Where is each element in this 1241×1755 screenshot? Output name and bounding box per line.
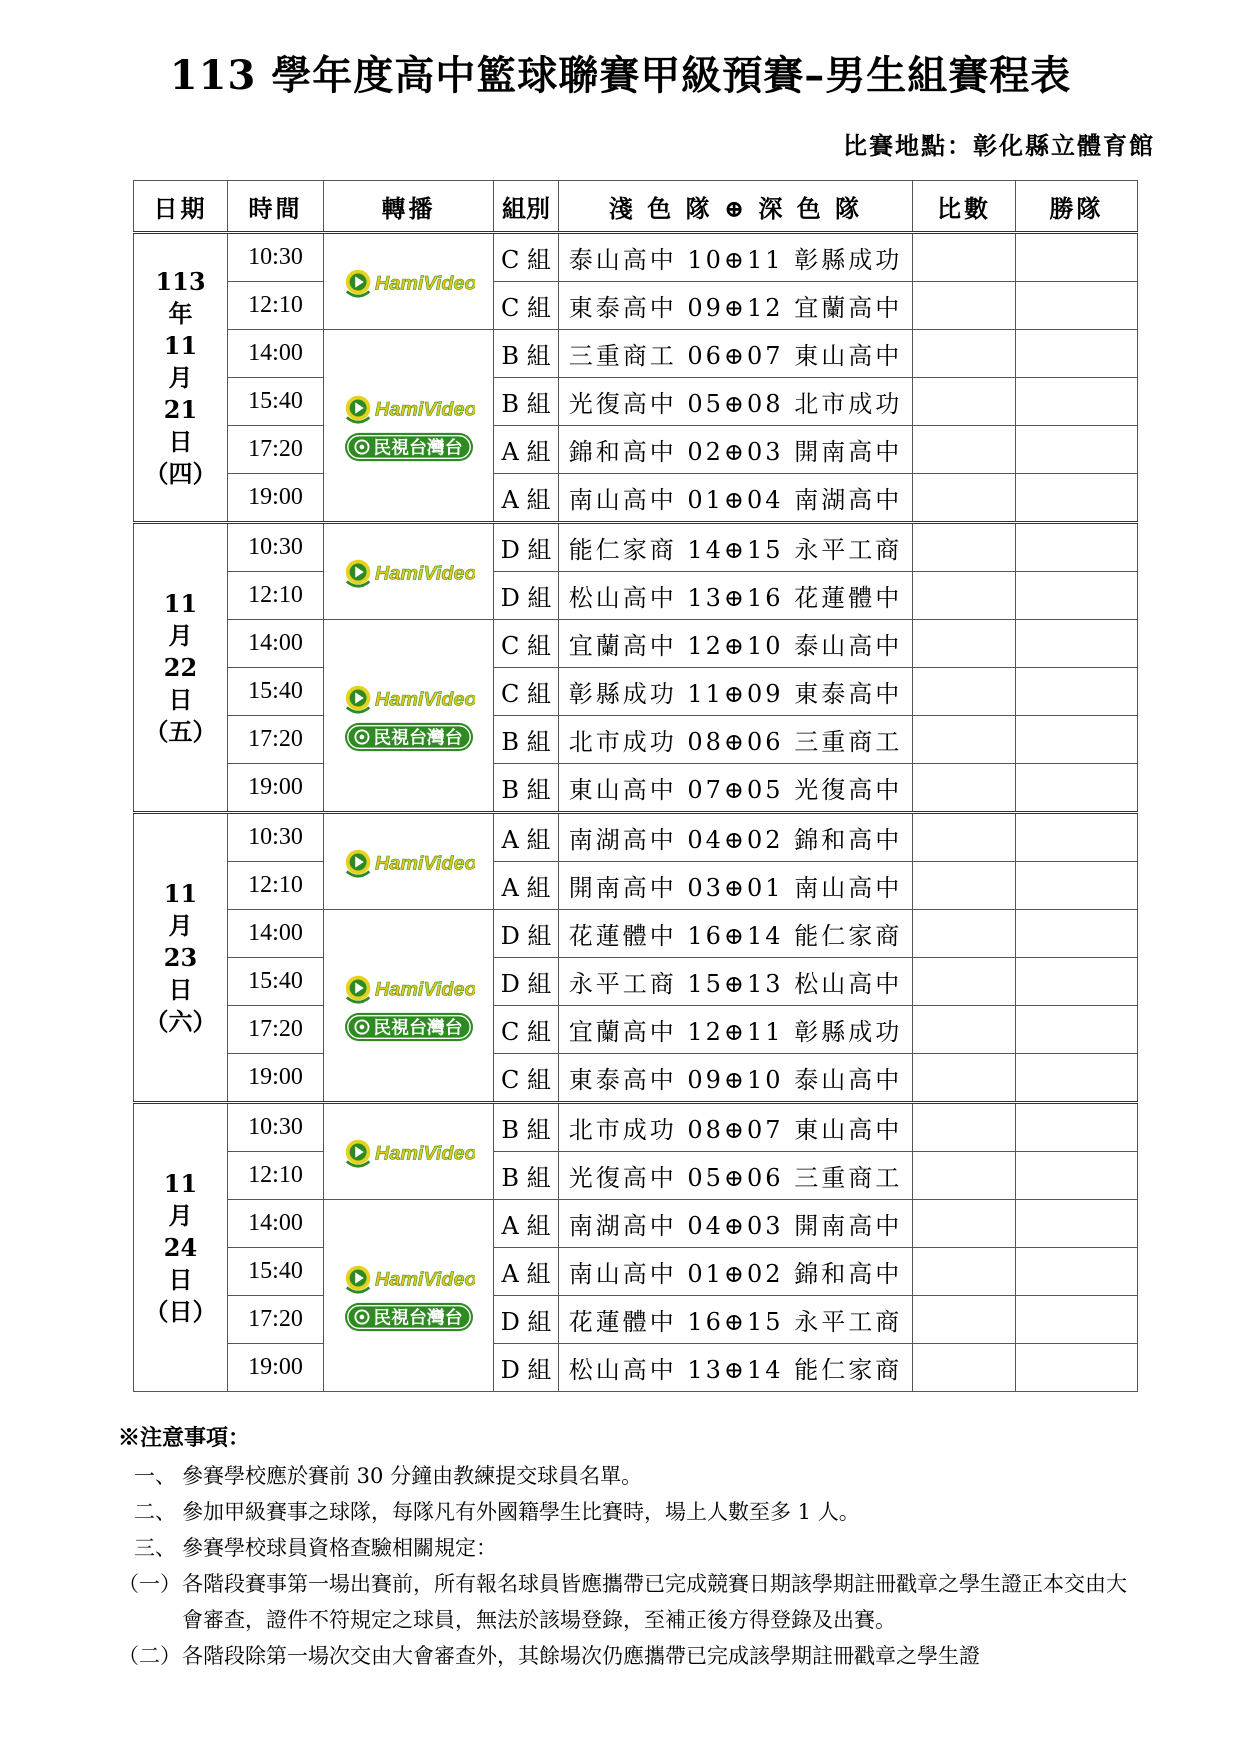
group-cell: D 組 <box>494 523 559 572</box>
group-cell: C 組 <box>494 233 559 282</box>
group-cell: B 組 <box>494 330 559 378</box>
date-line: 22 <box>163 652 198 682</box>
time-cell: 14:00 <box>228 620 324 668</box>
date-line: 11 <box>163 330 198 360</box>
match-cell: 能仁家商 14⊕15 永平工商 <box>559 523 913 572</box>
winner-cell[interactable] <box>1016 668 1138 716</box>
score-cell[interactable] <box>913 620 1016 668</box>
winner-cell[interactable] <box>1016 862 1138 910</box>
table-row <box>134 668 1138 716</box>
header-match: 淺 色 隊 ⊕ 深 色 隊 <box>559 181 913 233</box>
time-cell: 10:30 <box>228 233 324 282</box>
table-row <box>134 813 1138 862</box>
time-cell: 12:10 <box>228 862 324 910</box>
time-cell: 19:00 <box>228 1054 324 1103</box>
ftv-taiwan-logo-icon <box>343 1301 475 1333</box>
header-row <box>134 181 1138 233</box>
time-cell: 15:40 <box>228 378 324 426</box>
winner-cell[interactable] <box>1016 1006 1138 1054</box>
notes-section <box>118 1420 1158 1674</box>
score-cell[interactable] <box>913 813 1016 862</box>
broadcast-cell <box>324 233 494 330</box>
score-cell[interactable] <box>913 910 1016 958</box>
table-row <box>134 716 1138 764</box>
match-cell: 東泰高中 09⊕12 宜蘭高中 <box>559 282 913 330</box>
score-cell[interactable] <box>913 1248 1016 1296</box>
broadcast-cell <box>324 620 494 813</box>
date-line: 11 <box>163 588 198 618</box>
table-row <box>134 1103 1138 1152</box>
table-row <box>134 1296 1138 1344</box>
winner-cell[interactable] <box>1016 910 1138 958</box>
hamivideo-logo-icon <box>343 553 475 591</box>
match-cell: 東泰高中 09⊕10 泰山高中 <box>559 1054 913 1103</box>
score-cell[interactable] <box>913 378 1016 426</box>
winner-cell[interactable] <box>1016 1054 1138 1103</box>
group-cell: A 組 <box>494 1200 559 1248</box>
table-row <box>134 910 1138 958</box>
group-cell: A 組 <box>494 862 559 910</box>
table-row <box>134 620 1138 668</box>
score-cell[interactable] <box>913 716 1016 764</box>
time-cell: 10:30 <box>228 523 324 572</box>
hamivideo-logo-icon <box>343 969 475 1007</box>
broadcast-cell <box>324 330 494 523</box>
table-row <box>134 1054 1138 1103</box>
time-cell: 14:00 <box>228 910 324 958</box>
winner-cell[interactable] <box>1016 1103 1138 1152</box>
match-cell: 光復高中 05⊕06 三重商工 <box>559 1152 913 1200</box>
score-cell[interactable] <box>913 1054 1016 1103</box>
winner-cell[interactable] <box>1016 474 1138 523</box>
date-line: 113 <box>155 266 206 296</box>
note-number: 二、 <box>134 1500 176 1524</box>
score-cell[interactable] <box>913 474 1016 523</box>
score-cell[interactable] <box>913 426 1016 474</box>
time-cell: 19:00 <box>228 474 324 523</box>
group-cell: C 組 <box>494 282 559 330</box>
date-line: 日 <box>168 684 193 714</box>
time-cell: 15:40 <box>228 668 324 716</box>
winner-cell[interactable] <box>1016 764 1138 813</box>
time-cell: 19:00 <box>228 764 324 813</box>
notes-heading: ※注意事項： <box>118 1425 251 1451</box>
table-row <box>134 426 1138 474</box>
date-line: 日 <box>168 1264 193 1294</box>
date-line: 24 <box>163 1232 198 1262</box>
group-cell: D 組 <box>494 958 559 1006</box>
note-text: 各階段賽事第一場出賽前，所有報名球員皆應攜帶已完成競賽日期該學期註冊戳章之學生證正本交由大會審查，證件不符規定之球員，無法於該場登錄，至補正後方得登錄及出賽。 <box>182 1572 1127 1632</box>
date-line: （五） <box>144 716 217 746</box>
score-cell[interactable] <box>913 330 1016 378</box>
match-cell: 開南高中 03⊕01 南山高中 <box>559 862 913 910</box>
winner-cell[interactable] <box>1016 958 1138 1006</box>
group-cell: C 組 <box>494 1006 559 1054</box>
match-cell: 三重商工 06⊕07 東山高中 <box>559 330 913 378</box>
time-cell: 12:10 <box>228 282 324 330</box>
date-cell <box>134 523 228 813</box>
broadcast-cell <box>324 813 494 910</box>
winner-cell[interactable] <box>1016 233 1138 282</box>
score-cell[interactable] <box>913 233 1016 282</box>
winner-cell[interactable] <box>1016 378 1138 426</box>
hamivideo-logo-icon <box>343 843 475 881</box>
score-cell[interactable] <box>913 1200 1016 1248</box>
table-row <box>134 1344 1138 1392</box>
winner-cell[interactable] <box>1016 330 1138 378</box>
note-item <box>118 1530 1158 1566</box>
time-cell: 12:10 <box>228 1152 324 1200</box>
table-row <box>134 282 1138 330</box>
broadcast-cell <box>324 523 494 620</box>
group-cell: A 組 <box>494 474 559 523</box>
hamivideo-logo-icon <box>343 1133 475 1171</box>
score-cell[interactable] <box>913 523 1016 572</box>
group-cell: B 組 <box>494 1152 559 1200</box>
date-cell <box>134 813 228 1103</box>
score-cell[interactable] <box>913 1103 1016 1152</box>
date-line: 月 <box>168 620 193 650</box>
score-cell[interactable] <box>913 1006 1016 1054</box>
score-cell[interactable] <box>913 572 1016 620</box>
match-cell: 南山高中 01⊕04 南湖高中 <box>559 474 913 523</box>
note-text: 參賽學校應於賽前 30 分鐘由教練提交球員名單。 <box>182 1464 643 1488</box>
header-winner: 勝隊 <box>1016 181 1138 233</box>
date-line: 21 <box>163 394 198 424</box>
broadcast-cell <box>324 910 494 1103</box>
ftv-taiwan-logo-icon <box>343 1011 475 1043</box>
note-item <box>118 1494 1158 1530</box>
date-line: 23 <box>163 942 198 972</box>
hamivideo-logo-icon <box>343 389 475 427</box>
schedule-table <box>133 180 1138 1392</box>
table-row <box>134 378 1138 426</box>
date-cell <box>134 1103 228 1392</box>
ftv-taiwan-logo-icon <box>343 721 475 753</box>
winner-cell[interactable] <box>1016 572 1138 620</box>
winner-cell[interactable] <box>1016 426 1138 474</box>
header-score: 比數 <box>913 181 1016 233</box>
date-line: 月 <box>168 1200 193 1230</box>
time-cell: 17:20 <box>228 1296 324 1344</box>
broadcast-cell <box>324 1200 494 1392</box>
table-row <box>134 1152 1138 1200</box>
match-cell: 東山高中 07⊕05 光復高中 <box>559 764 913 813</box>
score-cell[interactable] <box>913 282 1016 330</box>
match-cell: 花蓮體中 16⊕15 永平工商 <box>559 1296 913 1344</box>
match-cell: 北市成功 08⊕07 東山高中 <box>559 1103 913 1152</box>
score-cell[interactable] <box>913 1152 1016 1200</box>
table-row <box>134 764 1138 813</box>
group-cell: B 組 <box>494 378 559 426</box>
date-line: 月 <box>168 910 193 940</box>
match-cell: 松山高中 13⊕16 花蓮體中 <box>559 572 913 620</box>
table-row <box>134 862 1138 910</box>
date-line: 日 <box>168 426 193 456</box>
time-cell: 17:20 <box>228 716 324 764</box>
header-broadcast: 轉播 <box>324 181 494 233</box>
score-cell[interactable] <box>913 1344 1016 1392</box>
winner-cell[interactable] <box>1016 716 1138 764</box>
match-cell: 泰山高中 10⊕11 彰縣成功 <box>559 233 913 282</box>
table-row <box>134 1248 1138 1296</box>
winner-cell[interactable] <box>1016 1152 1138 1200</box>
time-cell: 19:00 <box>228 1344 324 1392</box>
score-cell[interactable] <box>913 958 1016 1006</box>
table-row <box>134 958 1138 1006</box>
date-line: 年 <box>168 298 193 328</box>
date-line: 11 <box>163 1168 198 1198</box>
winner-cell[interactable] <box>1016 523 1138 572</box>
date-line: 11 <box>163 878 198 908</box>
time-cell: 17:20 <box>228 1006 324 1054</box>
time-cell: 17:20 <box>228 426 324 474</box>
broadcast-cell <box>324 1103 494 1200</box>
score-cell[interactable] <box>913 764 1016 813</box>
time-cell: 10:30 <box>228 1103 324 1152</box>
group-cell: D 組 <box>494 572 559 620</box>
group-cell: B 組 <box>494 1103 559 1152</box>
group-cell: D 組 <box>494 910 559 958</box>
table-row <box>134 1006 1138 1054</box>
hamivideo-logo-icon <box>343 263 475 301</box>
note-number: （二） <box>118 1644 181 1668</box>
group-cell: D 組 <box>494 1296 559 1344</box>
time-cell: 10:30 <box>228 813 324 862</box>
note-number: （一） <box>118 1572 181 1596</box>
match-cell: 宜蘭高中 12⊕11 彰縣成功 <box>559 1006 913 1054</box>
date-line: 日 <box>168 974 193 1004</box>
score-cell[interactable] <box>913 668 1016 716</box>
table-row <box>134 1200 1138 1248</box>
page-title: 113 學年度高中籃球聯賽甲級預賽–男生組賽程表 <box>169 52 1072 99</box>
note-text: 各階段除第一場次交由大會審查外，其餘場次仍應攜帶已完成該學期註冊戳章之學生證 <box>182 1644 980 1668</box>
winner-cell[interactable] <box>1016 1200 1138 1248</box>
time-cell: 12:10 <box>228 572 324 620</box>
winner-cell[interactable] <box>1016 1344 1138 1392</box>
note-item <box>118 1638 1158 1674</box>
match-cell: 光復高中 05⊕08 北市成功 <box>559 378 913 426</box>
note-text: 參賽學校球員資格查驗相關規定： <box>182 1536 497 1560</box>
match-cell: 彰縣成功 11⊕09 東泰高中 <box>559 668 913 716</box>
winner-cell[interactable] <box>1016 282 1138 330</box>
match-cell: 南湖高中 04⊕03 開南高中 <box>559 1200 913 1248</box>
match-cell: 南湖高中 04⊕02 錦和高中 <box>559 813 913 862</box>
score-cell[interactable] <box>913 862 1016 910</box>
date-line: （四） <box>144 458 217 488</box>
note-item <box>118 1458 1158 1494</box>
table-row <box>134 523 1138 572</box>
group-cell: A 組 <box>494 813 559 862</box>
time-cell: 15:40 <box>228 958 324 1006</box>
date-cell <box>134 233 228 523</box>
group-cell: D 組 <box>494 1344 559 1392</box>
venue-label: 比賽地點：彰化縣立體育館 <box>843 131 1155 160</box>
group-cell: A 組 <box>494 426 559 474</box>
score-cell[interactable] <box>913 1296 1016 1344</box>
match-cell: 北市成功 08⊕06 三重商工 <box>559 716 913 764</box>
group-cell: C 組 <box>494 620 559 668</box>
note-item <box>118 1566 1158 1638</box>
match-cell: 松山高中 13⊕14 能仁家商 <box>559 1344 913 1392</box>
group-cell: A 組 <box>494 1248 559 1296</box>
time-cell: 15:40 <box>228 1248 324 1296</box>
date-line: （日） <box>144 1296 217 1326</box>
match-cell: 宜蘭高中 12⊕10 泰山高中 <box>559 620 913 668</box>
match-cell: 錦和高中 02⊕03 開南高中 <box>559 426 913 474</box>
group-cell: B 組 <box>494 716 559 764</box>
hamivideo-logo-icon <box>343 1259 475 1297</box>
table-row <box>134 474 1138 523</box>
table-row <box>134 572 1138 620</box>
note-number: 一、 <box>134 1464 176 1488</box>
header-date: 日期 <box>134 181 228 233</box>
match-cell: 花蓮體中 16⊕14 能仁家商 <box>559 910 913 958</box>
group-cell: C 組 <box>494 1054 559 1103</box>
ftv-taiwan-logo-icon <box>343 431 475 463</box>
match-cell: 南山高中 01⊕02 錦和高中 <box>559 1248 913 1296</box>
winner-cell[interactable] <box>1016 813 1138 862</box>
note-number: 三、 <box>134 1536 176 1560</box>
group-cell: C 組 <box>494 668 559 716</box>
time-cell: 14:00 <box>228 1200 324 1248</box>
table-row <box>134 330 1138 378</box>
hamivideo-logo-icon <box>343 679 475 717</box>
group-cell: B 組 <box>494 764 559 813</box>
date-line: 月 <box>168 362 193 392</box>
winner-cell[interactable] <box>1016 620 1138 668</box>
time-cell: 14:00 <box>228 330 324 378</box>
winner-cell[interactable] <box>1016 1248 1138 1296</box>
date-line: （六） <box>144 1006 217 1036</box>
note-text: 參加甲級賽事之球隊，每隊凡有外國籍學生比賽時，場上人數至多 1 人。 <box>182 1500 860 1524</box>
header-time: 時間 <box>228 181 324 233</box>
table-row <box>134 233 1138 282</box>
match-cell: 永平工商 15⊕13 松山高中 <box>559 958 913 1006</box>
winner-cell[interactable] <box>1016 1296 1138 1344</box>
header-group: 組別 <box>494 181 559 233</box>
